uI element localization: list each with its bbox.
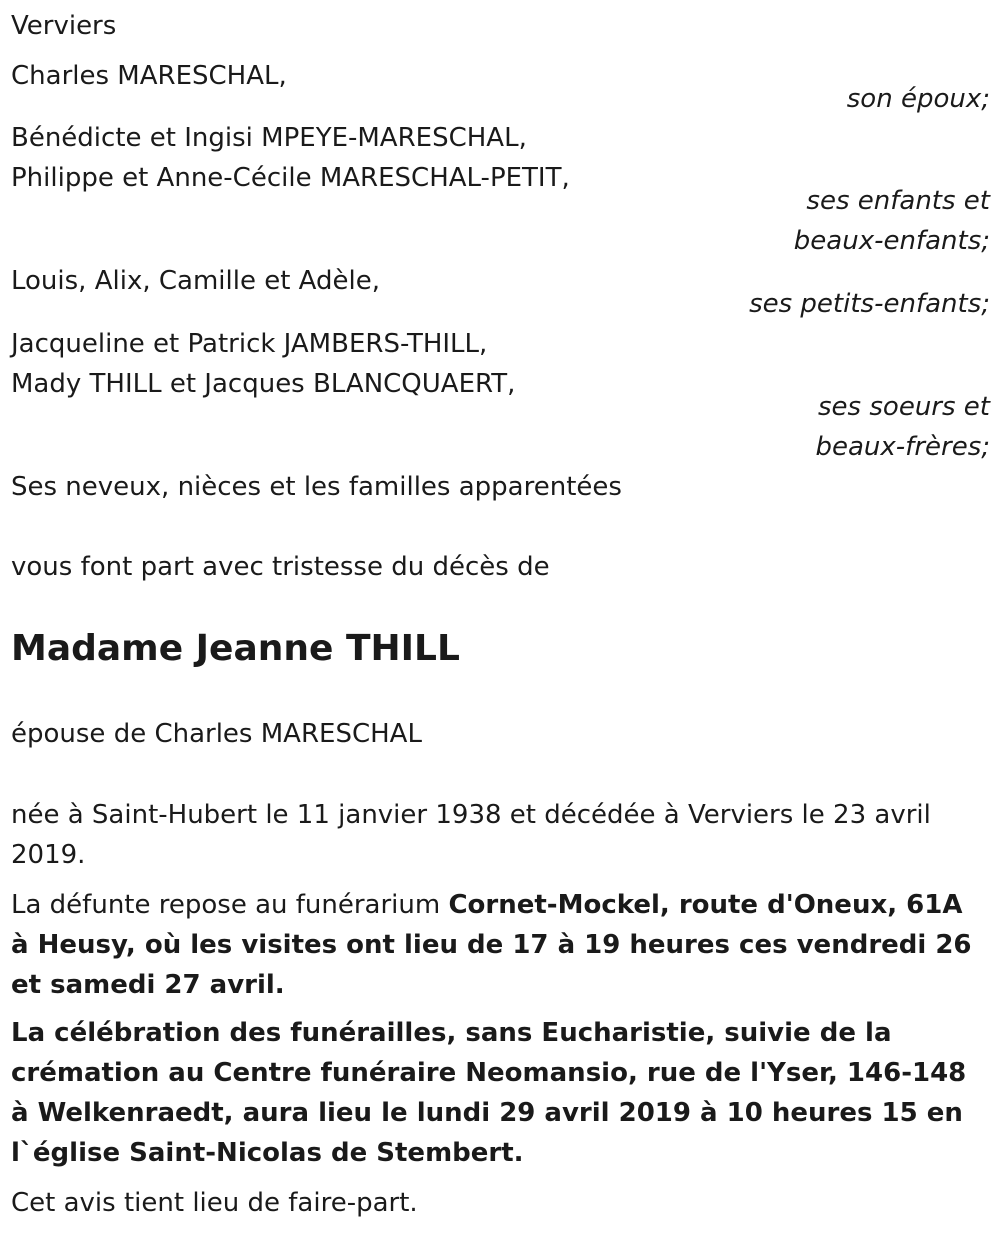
siblings-name-2: Mady THILL et Jacques BLANCQUAERT, <box>11 369 516 399</box>
siblings-name-1: Jacqueline et Patrick JAMBERS-THILL, <box>11 329 488 359</box>
children-name-2: Philippe et Anne-Cécile MARESCHAL-PETIT, <box>11 163 570 193</box>
rest-details: Cornet-Mockel, route d'Oneux, 61A à Heusy, où les visites ont lieu de 17 à 19 heures ces vendredi 26 et samedi 27 avril. <box>11 890 972 1000</box>
rest-intro: La défunte repose au funérarium <box>11 890 449 920</box>
siblings-role-line-1: ses soeurs et <box>818 392 990 422</box>
children-role-line-1: ses enfants et <box>806 186 990 216</box>
announcement: vous font part avec tristesse du décès de <box>11 552 550 582</box>
closing: Cet avis tient lieu de faire-part. <box>11 1188 418 1218</box>
children-name-1: Bénédicte et Ingisi MPEYE-MARESCHAL, <box>11 123 527 153</box>
location: Verviers <box>11 11 117 41</box>
siblings-role-line-2: beaux-frères; <box>815 432 990 462</box>
rest-paragraph <box>11 885 981 1005</box>
grandchildren-names: Louis, Alix, Camille et Adèle, <box>11 266 380 296</box>
spouse-name: Charles MARESCHAL, <box>11 61 287 91</box>
birth-death: née à Saint-Hubert le 11 janvier 1938 et décédée à Verviers le 23 avril 2019. <box>11 800 931 870</box>
children-role-line-2: beaux-enfants; <box>793 226 990 256</box>
deceased-name: Madame Jeanne THILL <box>11 628 460 669</box>
grandchildren-role: ses petits-enfants; <box>749 289 990 319</box>
extended-family: Ses neveux, nièces et les familles apparentées <box>11 472 622 502</box>
spouse-role: son époux; <box>846 84 990 114</box>
spouse-of: épouse de Charles MARESCHAL <box>11 719 422 749</box>
funeral-paragraph: La célébration des funérailles, sans Eucharistie, suivie de la crémation au Centre funéraire Neomansio, rue de l'Yser, 146-148 à Welkenraedt, aura lieu le lundi 29 avril 2019 à 10 heures 15 en l`église Saint-Nicolas de Stembert. <box>11 1018 967 1168</box>
